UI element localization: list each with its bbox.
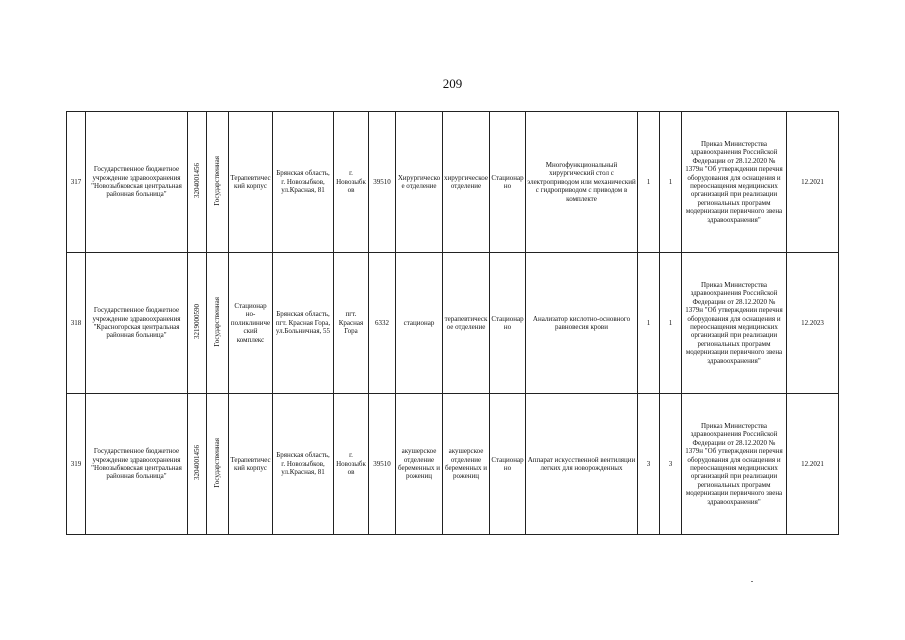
ownership-type xyxy=(207,394,229,535)
postal-code: 6332 xyxy=(369,253,396,394)
table-row xyxy=(67,394,839,535)
row-number: 317 xyxy=(67,112,86,253)
ownership-type-text: Государственная xyxy=(213,155,222,206)
legal-basis: Приказ Министерства здравоохранения Российской Федерации от 28.12.2020 № 1379н "Об утверждении перечня оборудования для оснащения и переоснащения медицинских организаций при реализации региональных программ модернизации первичного звена здравоохранения" xyxy=(682,394,787,535)
settlement: пгт. Красная Гора xyxy=(334,253,369,394)
institution-code-text: 3219000590 xyxy=(192,304,201,340)
quantity-b: 1 xyxy=(660,112,682,253)
address: Брянская область, г. Новозыбков, ул.Красная, 81 xyxy=(273,394,334,535)
table-row xyxy=(67,253,839,394)
equipment-name: Анализатор кислотно-основного равновесия крови xyxy=(526,253,638,394)
address: Брянская область, пгт. Красная Гора, ул.Больничная, 55 xyxy=(273,253,334,394)
building-name: Терапевтический корпус xyxy=(229,112,273,253)
building-name: Терапевтический корпус xyxy=(229,394,273,535)
legal-basis: Приказ Министерства здравоохранения Российской Федерации от 28.12.2020 № 1379н "Об утверждении перечня оборудования для оснащения и переоснащения медицинских организаций при реализации региональных программ модернизации первичного звена здравоохранения" xyxy=(682,253,787,394)
ownership-type xyxy=(207,253,229,394)
delivery-date: 12.2023 xyxy=(787,253,839,394)
department: Хирургическое отделение xyxy=(396,112,443,253)
postal-code: 39510 xyxy=(369,112,396,253)
institution-code-text: 3204001456 xyxy=(192,445,201,481)
equipment-name: Многофункциональный хирургический стол с электроприводом или механический с гидроприводом с приводом в комплекте xyxy=(526,112,638,253)
equipment-table xyxy=(66,111,839,535)
row-number: 318 xyxy=(67,253,86,394)
care-type: Стационарно xyxy=(490,112,526,253)
care-type: Стационарно xyxy=(490,253,526,394)
quantity-b: 3 xyxy=(660,394,682,535)
ownership-type-text: Государственная xyxy=(213,296,222,347)
institution-name: Государственное бюджетное учреждение здравоохранения "Новозыбковская центральная районная больница" xyxy=(86,394,188,535)
building-name: Стационар но-поликлинический комплекс xyxy=(229,253,273,394)
care-type: Стационарно xyxy=(490,394,526,535)
institution-code xyxy=(188,112,207,253)
institution-name: Государственное бюджетное учреждение здравоохранения "Красногорская центральная районная больница" xyxy=(86,253,188,394)
department-profile: хирургическое отделение xyxy=(443,112,490,253)
department-profile: терапевтическое отделение xyxy=(443,253,490,394)
institution-code xyxy=(188,394,207,535)
address: Брянская область, г. Новозыбков, ул.Красная, 81 xyxy=(273,112,334,253)
settlement: г. Новозыбков xyxy=(334,112,369,253)
department-profile: акушерское отделение беременных и рожениц xyxy=(443,394,490,535)
institution-name: Государственное бюджетное учреждение здравоохранения "Новозыбковская центральная районная больница" xyxy=(86,112,188,253)
page-number: 209 xyxy=(442,76,463,91)
delivery-date: 12.2021 xyxy=(787,394,839,535)
department: акушерское отделение беременных и рожениц xyxy=(396,394,443,535)
quantity-b: 1 xyxy=(660,253,682,394)
settlement: г. Новозыбков xyxy=(334,394,369,535)
ownership-type-text: Государственная xyxy=(213,437,222,488)
ownership-type xyxy=(207,112,229,253)
row-number: 319 xyxy=(67,394,86,535)
institution-code-text: 3204001456 xyxy=(192,163,201,199)
table-row xyxy=(67,112,839,253)
scan-speck xyxy=(751,581,753,582)
postal-code: 39510 xyxy=(369,394,396,535)
quantity-a: 3 xyxy=(638,394,660,535)
equipment-name: Аппарат искусственной вентиляции легких для новорожденных xyxy=(526,394,638,535)
quantity-a: 1 xyxy=(638,112,660,253)
department: стационар xyxy=(396,253,443,394)
quantity-a: 1 xyxy=(638,253,660,394)
institution-code xyxy=(188,253,207,394)
legal-basis: Приказ Министерства здравоохранения Российской Федерации от 28.12.2020 № 1379н "Об утверждении перечня оборудования для оснащения и переоснащения медицинских организаций при реализации региональных программ модернизации первичного звена здравоохранения" xyxy=(682,112,787,253)
delivery-date: 12.2021 xyxy=(787,112,839,253)
